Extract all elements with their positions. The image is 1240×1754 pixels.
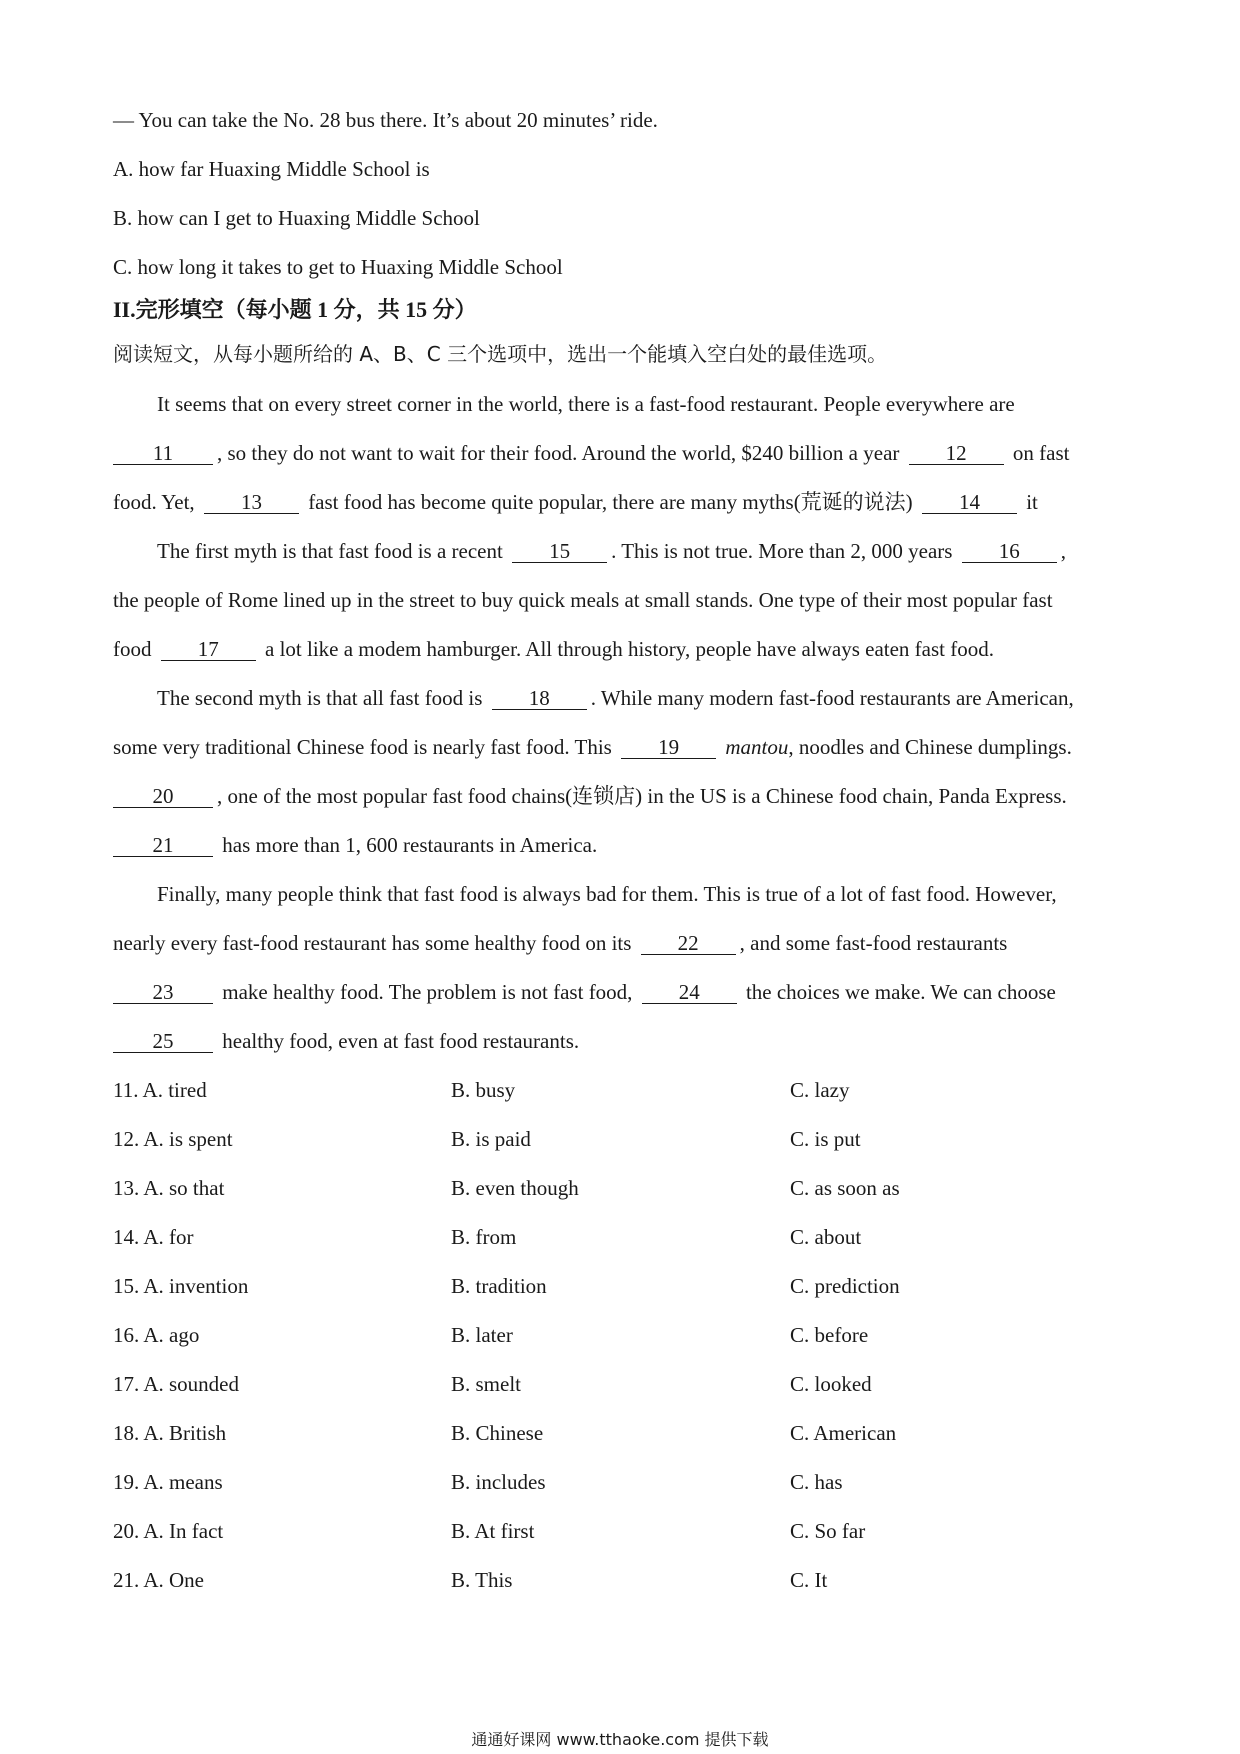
passage-p3-line3: [113, 782, 1067, 810]
blank-21: 21: [113, 834, 213, 857]
passage-p2-line1: [157, 537, 1066, 565]
blank-19: 19: [621, 736, 716, 759]
q21-option-a: 21. A. One: [113, 1568, 204, 1592]
text: a lot like a modem hamburger. All through history, people have always eaten fast food.: [265, 637, 994, 661]
passage-p1-line1: It seems that on every street corner in the world, there is a fast-food restaurant. People everywhere are: [157, 392, 1015, 416]
blank-22: 22: [641, 932, 736, 955]
text: has more than 1, 600 restaurants in America.: [222, 833, 598, 857]
q15-option-b: B. tradition: [451, 1274, 547, 1298]
passage-p4-line2: [113, 929, 1007, 957]
passage-p1-line2: [113, 439, 1069, 467]
q18-option-a: 18. A. British: [113, 1421, 227, 1445]
text: food: [113, 637, 152, 661]
answer-line: — You can take the No. 28 bus there. It’s about 20 minutes’ ride.: [113, 108, 658, 132]
passage-p3-line2: [113, 733, 1072, 761]
q18-option-c: C. American: [790, 1421, 897, 1445]
q13-option-b: B. even though: [451, 1176, 579, 1200]
q18-option-b: B. Chinese: [451, 1421, 544, 1445]
passage-p2-line2: the people of Rome lined up in the street to buy quick meals at small stands. One type of their most popular fast: [113, 588, 1053, 612]
section-instruction: 阅读短文，从每小题所给的 A、B、C 三个选项中，选出一个能填入空白处的最佳选项。: [113, 342, 888, 366]
q19-option-a: 19. A. means: [113, 1470, 223, 1494]
text: healthy food, even at fast food restaurants.: [222, 1029, 580, 1053]
q20-option-b: B. At first: [451, 1519, 535, 1543]
text: nearly every fast-food restaurant has some healthy food on its: [113, 931, 632, 955]
blank-15: 15: [512, 540, 607, 563]
q19-option-c: C. has: [790, 1470, 843, 1494]
q13-option-c: C. as soon as: [790, 1176, 900, 1200]
blank-20: 20: [113, 785, 213, 808]
blank-11: 11: [113, 442, 213, 465]
q20-option-c: C. So far: [790, 1519, 866, 1543]
text: make healthy food. The problem is not fast food,: [222, 980, 633, 1004]
q17-option-c: C. looked: [790, 1372, 872, 1396]
text: The first myth is that fast food is a recent: [157, 539, 503, 563]
text: . While many modern fast-food restaurants are American,: [590, 686, 1074, 710]
q17-option-b: B. smelt: [451, 1372, 522, 1396]
q16-option-a: 16. A. ago: [113, 1323, 200, 1347]
section-heading: II.完形填空（每小题 1 分，共 15 分）: [113, 297, 477, 322]
blank-24: 24: [642, 981, 737, 1004]
q21-option-b: B. This: [451, 1568, 513, 1592]
option-a: A. how far Huaxing Middle School is: [113, 157, 430, 181]
text: the choices we make. We can choose: [745, 980, 1056, 1004]
passage-p3-line1: [157, 684, 1074, 712]
blank-14: 14: [922, 491, 1017, 514]
q12-option-c: C. is put: [790, 1127, 861, 1151]
text: it: [1026, 490, 1038, 514]
text: The second myth is that all fast food is: [157, 686, 483, 710]
blank-18: 18: [492, 687, 587, 710]
q14-option-c: C. about: [790, 1225, 862, 1249]
page-footer: 通通好课网 www.tthaoke.com 提供下载: [471, 1730, 769, 1749]
q21-option-c: C. It: [790, 1568, 828, 1592]
q16-option-c: C. before: [790, 1323, 869, 1347]
q15-option-c: C. prediction: [790, 1274, 900, 1298]
q13-option-a: 13. A. so that: [113, 1176, 225, 1200]
text: fast food has become quite popular, there are many myths(荒诞的说法): [308, 490, 913, 514]
q16-option-b: B. later: [451, 1323, 513, 1347]
blank-17: 17: [161, 638, 256, 661]
text: , and some fast-food restaurants: [739, 931, 1008, 955]
text: some very traditional Chinese food is nearly fast food. This: [113, 735, 612, 759]
passage-p1-line3: [113, 488, 1038, 516]
q17-option-a: 17. A. sounded: [113, 1372, 239, 1396]
text: , so they do not want to wait for their food. Around the world, $240 billion a year: [217, 441, 900, 465]
q19-option-b: B. includes: [451, 1470, 546, 1494]
q14-option-b: B. from: [451, 1225, 517, 1249]
q12-option-a: 12. A. is spent: [113, 1127, 233, 1151]
option-b: B. how can I get to Huaxing Middle School: [113, 206, 480, 230]
q12-option-b: B. is paid: [451, 1127, 531, 1151]
text: on fast: [1012, 441, 1070, 465]
blank-16: 16: [962, 540, 1057, 563]
text: . This is not true. More than 2, 000 years: [611, 539, 953, 563]
passage-p4-line4: [113, 1027, 579, 1055]
comma: ,: [1060, 539, 1066, 563]
italic-word: mantou: [725, 735, 789, 759]
blank-25: 25: [113, 1030, 213, 1053]
q14-option-a: 14. A. for: [113, 1225, 194, 1249]
blank-13: 13: [204, 491, 299, 514]
passage-p3-line4: [113, 831, 597, 859]
blank-23: 23: [113, 981, 213, 1004]
blank-12: 12: [909, 442, 1004, 465]
q11-option-a: 11. A. tired: [113, 1078, 207, 1102]
text: food. Yet,: [113, 490, 195, 514]
passage-p4-line3: [113, 978, 1056, 1006]
text: , noodles and Chinese dumplings.: [788, 735, 1072, 759]
text: , one of the most popular fast food chains(连锁店) in the US is a Chinese food chain, Panda Express.: [217, 784, 1067, 808]
q11-option-b: B. busy: [451, 1078, 516, 1102]
q20-option-a: 20. A. In fact: [113, 1519, 224, 1543]
passage-p4-line1: Finally, many people think that fast food is always bad for them. This is true of a lot of fast food. However,: [157, 882, 1057, 906]
q15-option-a: 15. A. invention: [113, 1274, 249, 1298]
option-c: C. how long it takes to get to Huaxing Middle School: [113, 255, 563, 279]
passage-p2-line3: [113, 635, 994, 663]
q11-option-c: C. lazy: [790, 1078, 850, 1102]
